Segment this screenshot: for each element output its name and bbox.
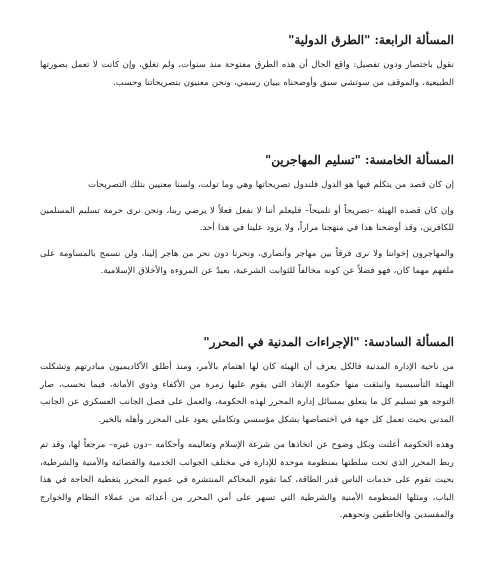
section-civil-procedures xyxy=(40,334,454,525)
section-handing-over-migrants xyxy=(40,152,454,334)
paragraph: نقول باختصار ودون تفصيل: واقع الحال أن هذه الطرق مفتوحة منذ سنوات، ولم تغلق، وإن كانت لا تعمل بصورتها الطبيعية، والموقف من سوتشي سبق وأوضحناه ببيان رسمي، ونحن معنيون بتصريحاتنا وحسب. xyxy=(40,60,454,88)
section-heading: المسألة الرابعة: "الطرق الدولية" xyxy=(288,33,454,47)
paragraph: والمهاجرون إخواننا ولا نرى فرقاً بين مهاجر وأنصاري، ونحرنا دون نحر من هاجر إلينا، ولن نسمح بالمساومة على ملفهم مهما كان، فهو فضلاً عن كونه مخالفاً للثوابت الشرعية، بعيدٌ عن المروءة والأخلاق الإسلامية. xyxy=(40,248,454,276)
section-heading: المسألة الخامسة: "تسليم المهاجرين" xyxy=(264,153,454,167)
section-heading: المسألة السادسة: "الإجراءات المدنية في المحرر" xyxy=(203,335,454,349)
paragraph: وهذه الحكومة أعلنت وبكل وضوح عن اتخاذها من شرعة الإسلام وتعاليمه وأحكامه –دون غيره– مرجعاً لها، وقد تم ربط المحرر الذي تحت سلطتها بمنظومة موحدة للإدارة في مختلف الجوانب الخدمية والقضائية والأمنية والشرطية، بحيث تقوم على خدمات الناس قدر الطاقة، كما تقوم المحاكم المنتشرة في عموم المحرر بتغطية الحاجة في هذا الباب، ومثلها المنظومة الأمنية والشرطية التي تسهر على أمن المحرر من أعدائه من عملاء النظام والخوارج والمفسدين والخاطفين ونحوهم. xyxy=(40,440,454,520)
paragraph: إن كان قصد من يتكلم فيها هو الدول فلندول تصريحاتها وهي وما تولت، ولسنا معنيين بتلك التصريحات xyxy=(87,180,454,190)
paragraph: وإن كان قصده الهيئة –تصريحاً أو تلميحاً– فليعلم أننا لا نفعل فعلاً لا يرضي ربنا، ونحن نرى حرمة تسليم المسلمين للكافرين، وقد أوضحنا هذا في منهجنا مراراً، ولا يزود علينا في هذا أحد. xyxy=(40,205,454,233)
section-international-roads xyxy=(40,32,454,152)
paragraph: من ناحية الإدارة المدنية فالكل يعرف أن الهيئة كان لها اهتمام بالأمر، ومنذ أطلق الأكاديميون مبادرتهم وتشكلت الهيئة التأسيسية وانبثقت منها حكومة الإنقاذ التي يقوم عليها زمرة من الأكفاء وذوي الأمانة، فيما نحسب، صار التوجه هو تسليم كل ما يتعلق بمسائل إدارة المحرر لهذه الحكومة، والعمل على فصل الجانب العسكري عن الجانب المدني بحيث تعمل كل جهة في اختصاصها بشكل مؤسسي وتكاملي يعود على المحرر وأهله بالخير. xyxy=(40,362,454,425)
